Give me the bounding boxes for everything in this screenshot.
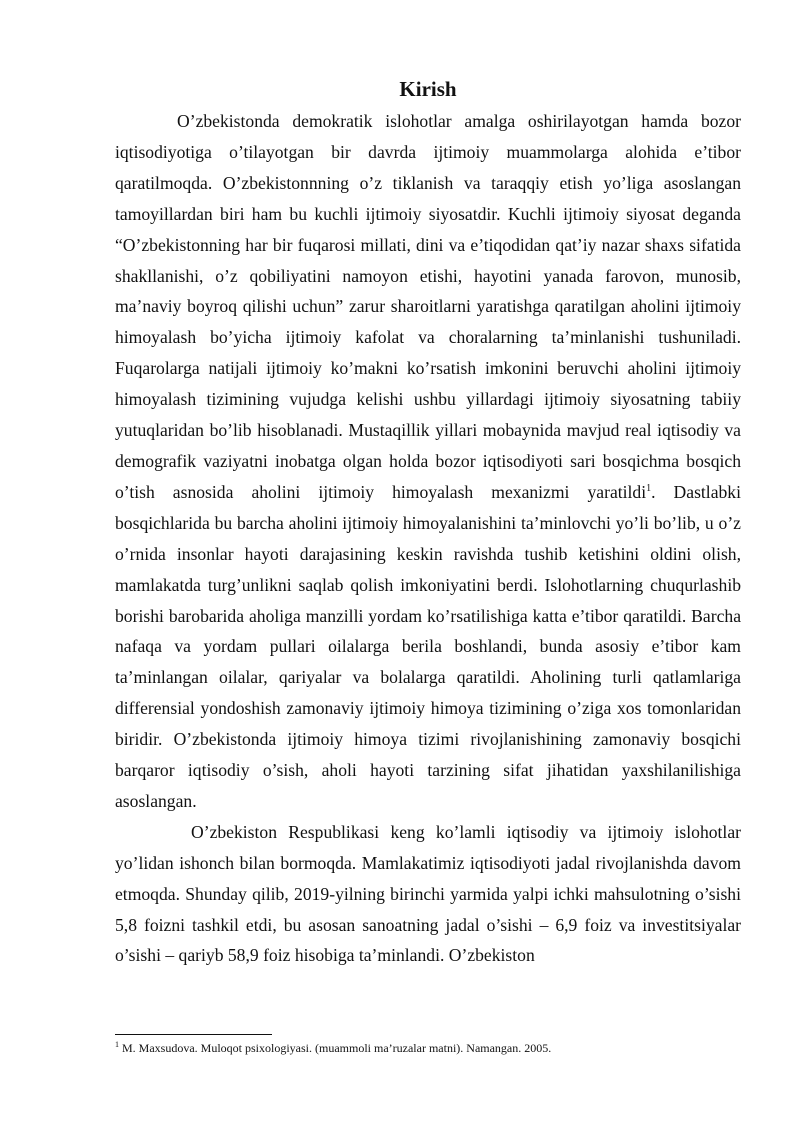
footnote-number: 1 <box>115 1040 119 1049</box>
document-page <box>115 72 741 971</box>
paragraph-1 <box>115 106 741 817</box>
footnote-reference[interactable]: 1 <box>646 483 652 495</box>
paragraph-1-text-a: O’zbekistonda demokratik islohotlar amalga oshirilayotgan hamda bozor iqtisodiyotiga o’tilayotgan bir davrda ijtimoiy muammolarga alohida e’tibor qaratilmoqda. O’zbekistonnning o’z tiklanish va taraqqiy etish yo’liga asoslangan tamoyillardan biri ham bu kuchli ijtimoiy siyosatdir. Kuchli ijtimoiy siyosat deganda “O’zbekistonning har bir fuqarosi millati, dini va e’tiqodidan qat’iy nazar shaxs sifatida shakllanishi, o’z qobiliyatini namoyon etishi, hayotini yanada farovon, munosib, ma’naviy boyroq qilishi uchun” zarur sharoitlarni yaratishga qaratilgan aholini ijtimoiy himoyalash bo’yicha ijtimoiy kafolat va choralarning ta’minlanishi tushuniladi. Fuqarolarga natijali ijtimoiy ko’makni ko’rsatish imkonini beruvchi aholini ijtimoiy himoyalash tizimining vujudga kelishi ushbu yillardagi ijtimoiy siyosatning tabiiy yutuqlaridan bo’lib hisoblanadi. Mustaqillik yillari mobaynida mavjud real iqtisodiy va demografik vaziyatni inobatga olgan holda bozor iqtisodiyoti sari bosqichma bosqich o’tish asnosida aholini ijtimoiy himoyalash mexanizmi yaratildi <box>115 111 741 502</box>
footnote-divider <box>115 1034 272 1035</box>
footnote-text: M. Maxsudova. Muloqot psixologiyasi. (muammoli ma’ruzalar matni). Namangan. 2005. <box>119 1041 552 1055</box>
paragraph-1-text-b: . Dastlabki bosqichlarida bu barcha aholini ijtimoiy himoyalanishini ta’minlovchi yo’li bo’lib, u o’z o’rnida insonlar hayoti darajasining keskin ravishda tushib ketishini oldini olish, mamlakatda turg’unlikni saqlab qolish imkoniyatini berdi. Islohotlarning chuqurlashib borishi barobarida aholiga manzilli yordam ko’rsatilishiga katta e’tibor qaratildi. Barcha nafaqa va yordam pullari oilalarga berila boshlandi, bunda asosiy e’tibor kam ta’minlangan oilalar, qariyalar va bolalarga qaratildi. Aholining turli qatlamlariga differensial yondoshish zamonaviy ijtimoiy himoya tizimining o’ziga xos tomonlaridan biridir. O’zbekistonda ijtimoiy himoya tizimi rivojlanishining zamonaviy bosqichi barqaror iqtisodiy o’sish, aholi hayoti tarzining sifat jihatidan yaxshilanilishiga asoslangan. <box>115 481 741 811</box>
paragraph-2: O’zbekiston Respublikasi keng ko’lamli iqtisodiy va ijtimoiy islohotlar yo’lidan ishonch bilan bormoqda. Mamlakatimiz iqtisodiyoti jadal rivojlanishda davom etmoqda. Shunday qilib, 2019-yilning birinchi yarmida yalpi ichki mahsulotning o’sishi 5,8 foizni tashkil etdi, bu asosan sanoatning jadal o’sishi – 6,9 foiz va investitsiyalar o’sishi – qariyb 58,9 foiz hisobiga ta’minlandi. O’zbekiston <box>115 821 741 966</box>
footnote <box>115 1040 741 1056</box>
page-title: Kirish <box>399 77 457 101</box>
